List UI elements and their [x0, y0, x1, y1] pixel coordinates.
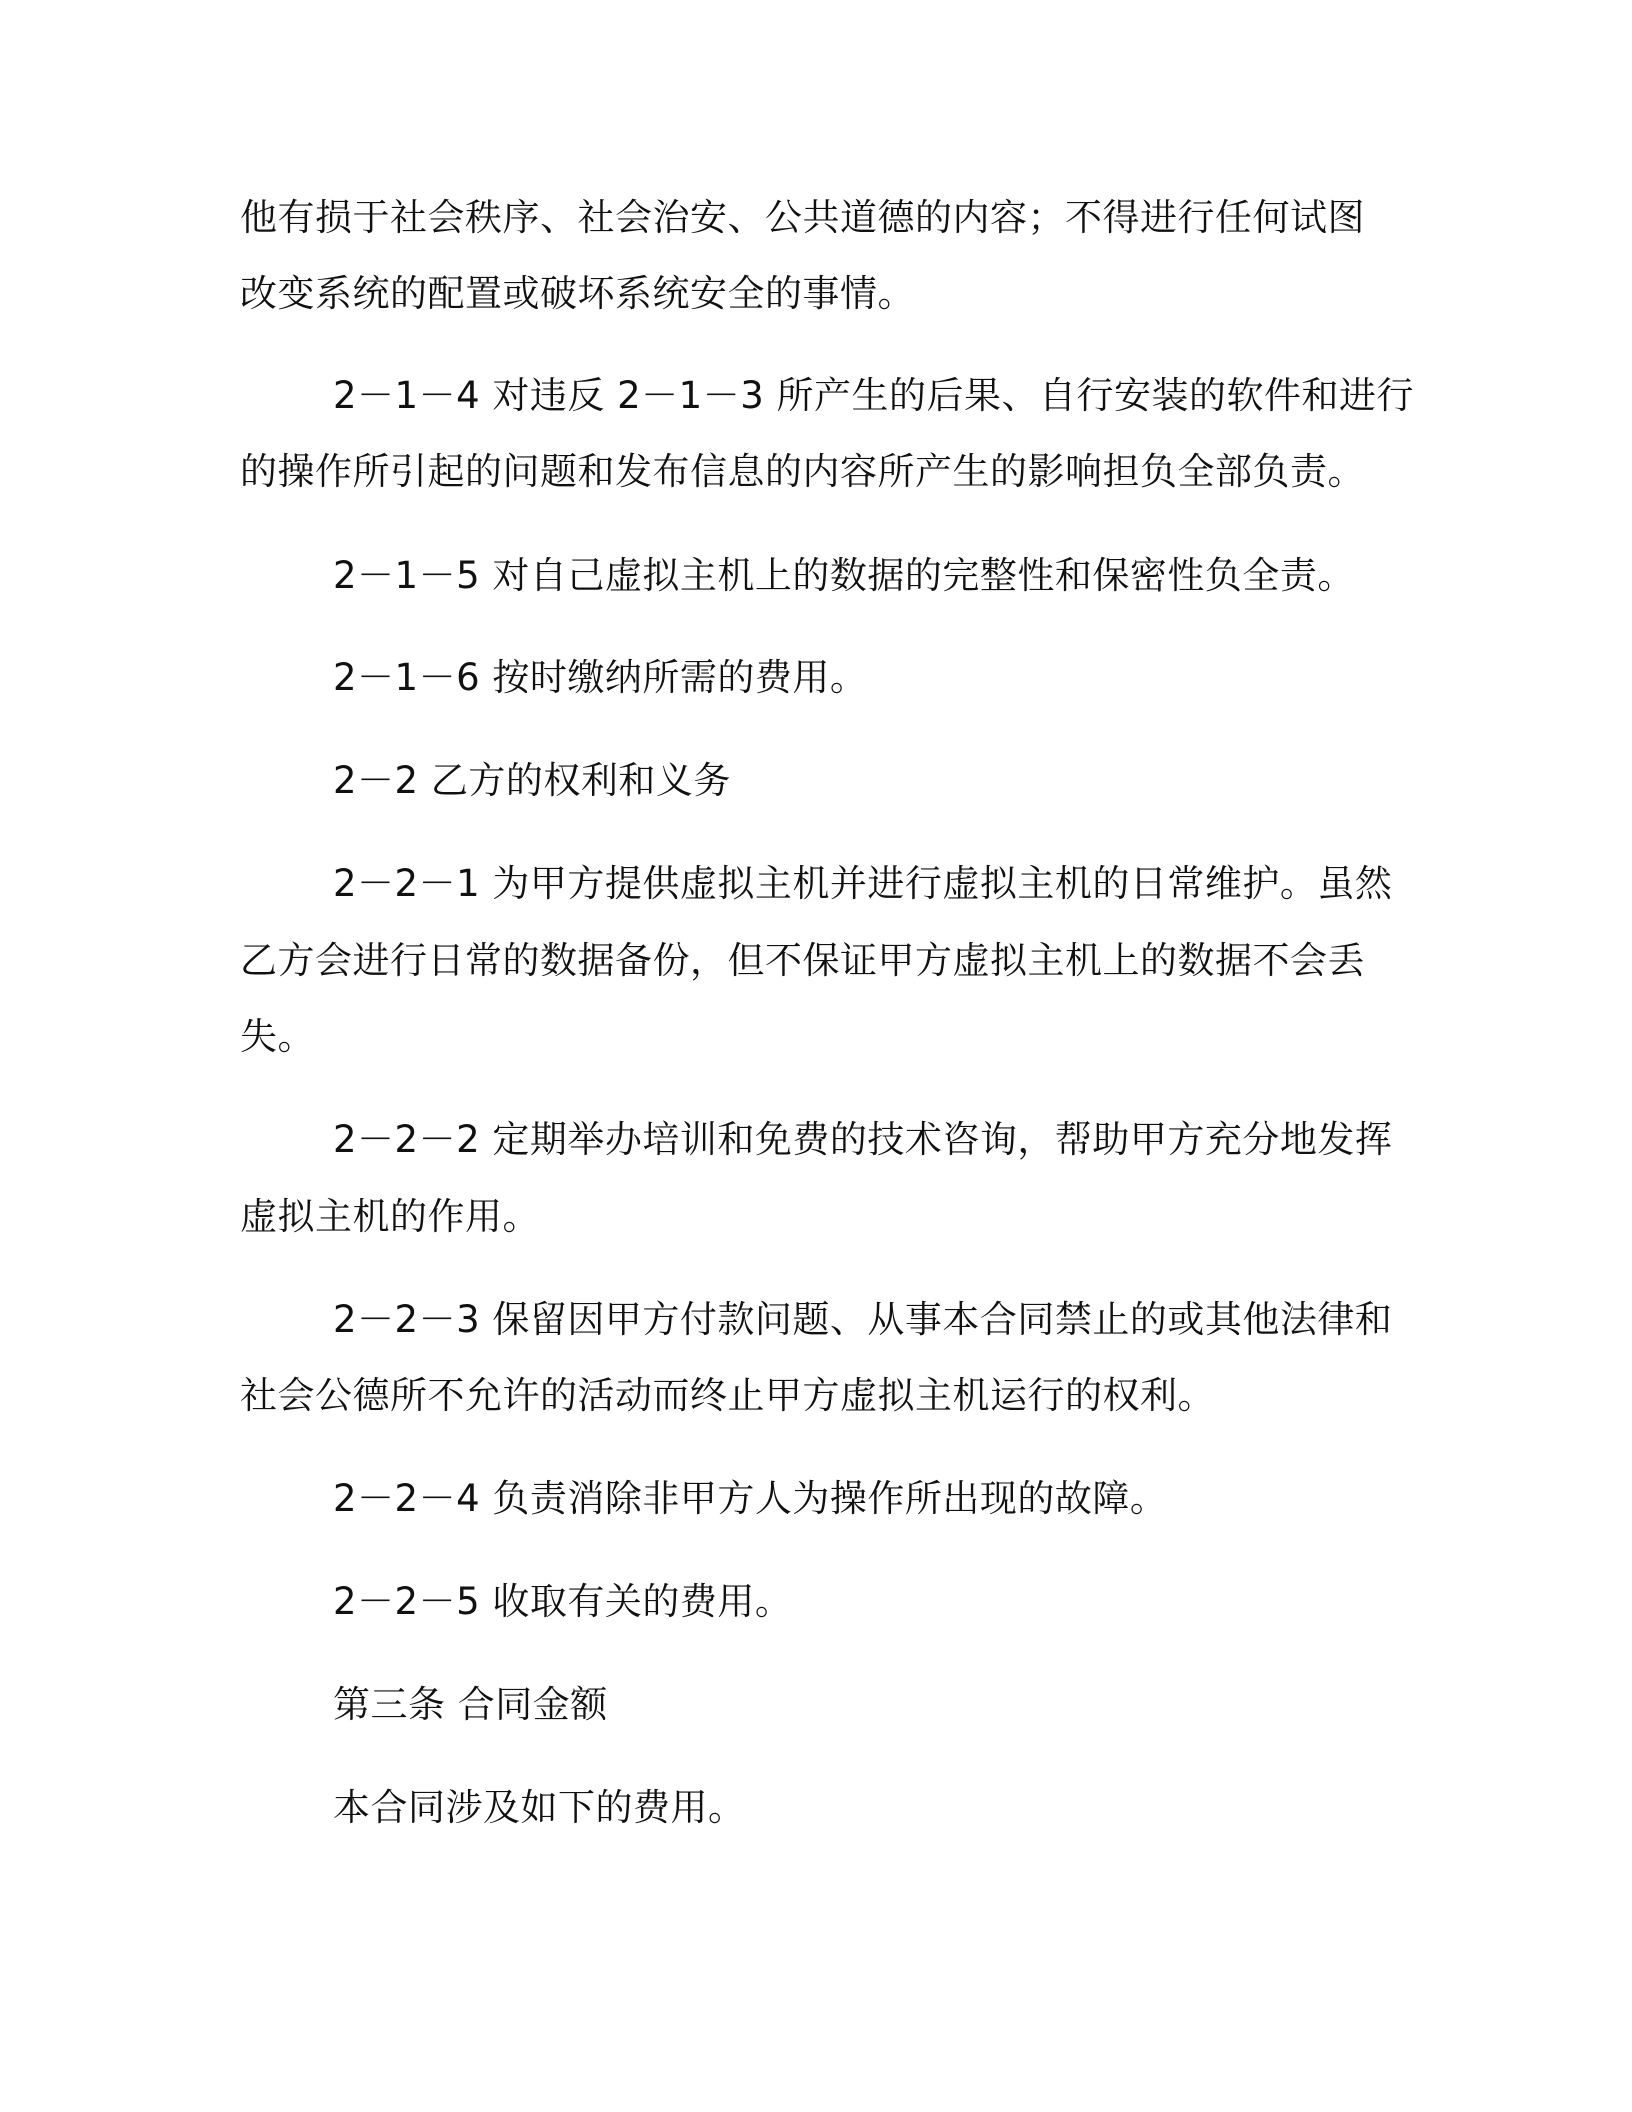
clause-2-1-6: 2－1－6 按时缴纳所需的费用。	[333, 656, 868, 699]
clause-2-2-1: 2－2－1 为甲方提供虚拟主机并进行虚拟主机的日常维护。虽然	[333, 862, 1393, 905]
paragraph-line: 改变系统的配置或破坏系统安全的事情。	[240, 272, 915, 315]
clause-2-2-4: 2－2－4 负责消除非甲方人为操作所出现的故障。	[333, 1477, 1168, 1520]
clause-2-1-4: 2－1－4 对违反 2－1－3 所产生的后果、自行安装的软件和进行	[333, 374, 1415, 417]
clause-2-2-2: 2－2－2 定期举办培训和免费的技术咨询，帮助甲方充分地发挥	[333, 1118, 1393, 1161]
paragraph-line: 失。	[240, 1015, 315, 1058]
paragraph-line: 社会公德所不允许的活动而终止甲方虚拟主机运行的权利。	[240, 1374, 1215, 1417]
paragraph-line: 的操作所引起的问题和发布信息的内容所产生的影响担负全部负责。	[240, 450, 1365, 493]
clause-2-2-3: 2－2－3 保留因甲方付款问题、从事本合同禁止的或其他法律和	[333, 1298, 1393, 1341]
paragraph-line: 乙方会进行日常的数据备份，但不保证甲方虚拟主机上的数据不会丢	[240, 939, 1365, 982]
paragraph-line: 本合同涉及如下的费用。	[333, 1786, 746, 1829]
section-heading-2-2: 2－2 乙方的权利和义务	[333, 759, 731, 802]
paragraph-line: 虚拟主机的作用。	[240, 1195, 540, 1238]
clause-2-1-5: 2－1－5 对自己虚拟主机上的数据的完整性和保密性负全责。	[333, 554, 1355, 597]
paragraph-line: 他有损于社会秩序、社会治安、公共道德的内容；不得进行任何试图	[240, 196, 1365, 239]
clause-2-2-5: 2－2－5 收取有关的费用。	[333, 1580, 793, 1623]
article-3-heading: 第三条 合同金额	[333, 1683, 608, 1726]
